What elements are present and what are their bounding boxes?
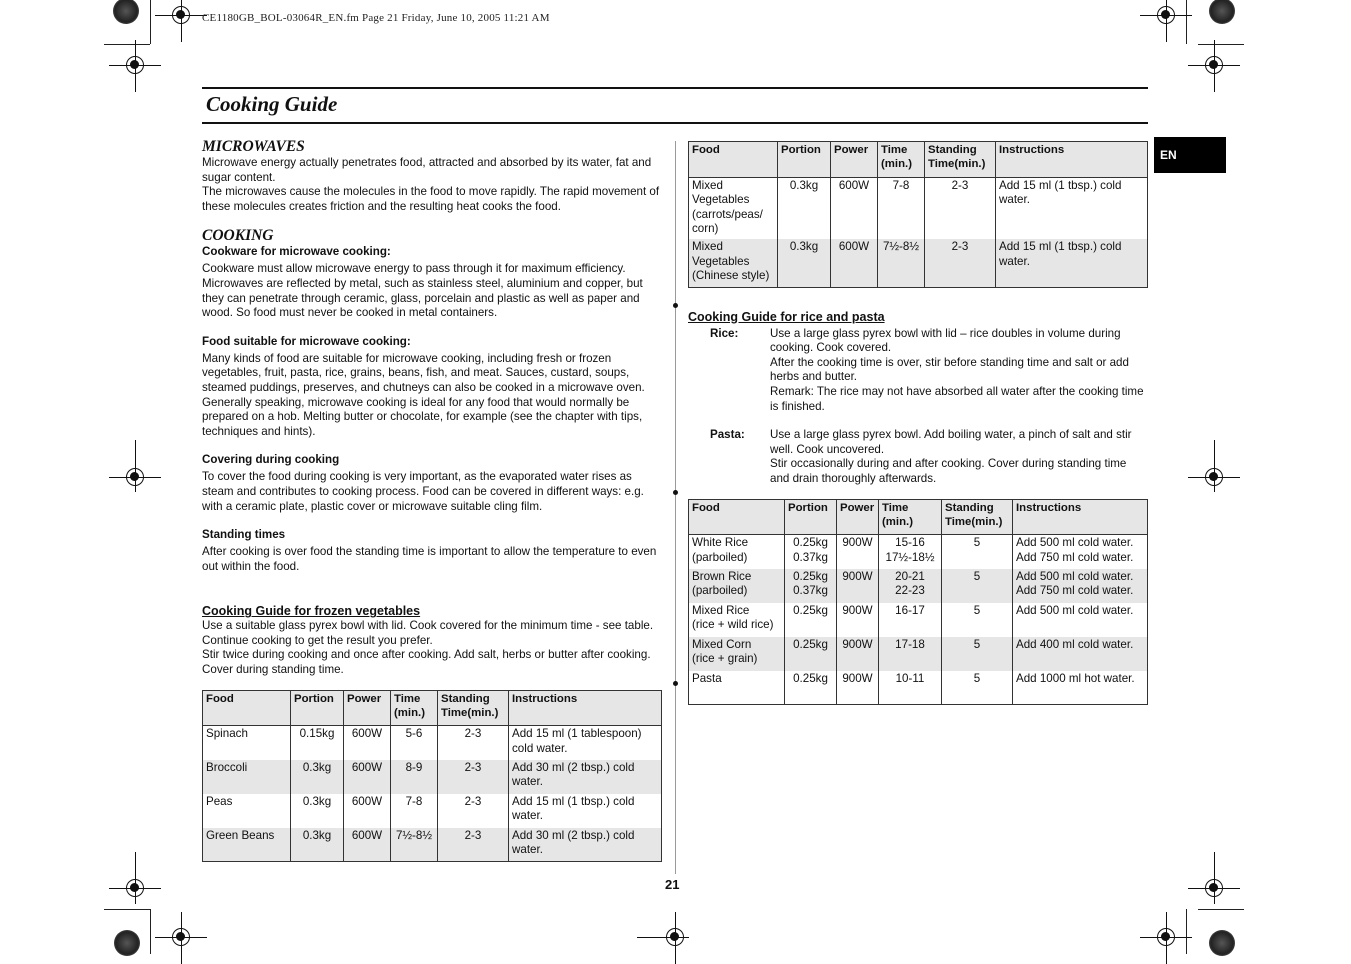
cell-time <box>879 569 942 603</box>
registration-target-icon <box>1205 879 1223 897</box>
cell-time <box>879 535 942 569</box>
cell-instructions-line: Add 500 ml cold water. <box>1016 569 1134 583</box>
rice-section <box>688 327 1148 415</box>
crop-mark <box>1198 909 1244 910</box>
cell-food: Spinach <box>203 726 291 760</box>
microwaves-paragraph-1: Microwave energy actually penetrates food, attracted and absorbed by its water, fat and sugar content. <box>202 156 652 184</box>
covering-heading: Covering during cooking <box>202 453 340 467</box>
cell-portion: 0.15kg <box>291 726 344 760</box>
cell-instructions: Add 1000 ml hot water. <box>1013 671 1148 705</box>
col-header-power: Power <box>837 499 879 535</box>
cell-food: Pasta <box>689 671 785 705</box>
crop-mark <box>1186 0 1187 44</box>
cell-portion: 0.3kg <box>778 239 831 287</box>
cell-instructions-line: Add 750 ml cold water. <box>1016 584 1134 598</box>
cell-portion-line: 0.25kg <box>793 536 828 550</box>
cell-food: Green Beans <box>203 828 291 862</box>
cell-power: 900W <box>837 535 879 569</box>
cookware-heading: Cookware for microwave cooking: <box>202 245 391 259</box>
col-header-portion: Portion <box>291 690 344 726</box>
cell-standing: 2-3 <box>438 794 509 828</box>
registration-target-icon <box>666 928 684 946</box>
cell-instructions: Add 30 ml (2 tbsp.) cold water. <box>509 828 662 862</box>
cell-portion <box>785 569 837 603</box>
cell-instructions <box>1013 535 1148 569</box>
crop-mark <box>150 0 151 44</box>
table-row <box>203 828 662 862</box>
col-header-instructions: Instructions <box>1013 499 1148 535</box>
col-header-food: Food <box>689 499 785 535</box>
frozen-vegetables-heading: Cooking Guide for frozen vegetables <box>202 604 421 619</box>
cell-power: 600W <box>344 760 391 794</box>
printer-color-mark-icon <box>1209 930 1235 956</box>
suitable-heading: Food suitable for microwave cooking: <box>202 334 411 348</box>
table-row <box>203 726 662 760</box>
rice-paragraph-1: Use a large glass pyrex bowl with lid – rice doubles in volume during cooking. Cook covered. <box>770 326 1121 355</box>
cell-standing: 2-3 <box>925 239 996 287</box>
registration-target-icon <box>172 6 190 24</box>
cell-instructions: Add 15 ml (1 tbsp.) cold water. <box>996 177 1148 239</box>
table-row <box>203 760 662 794</box>
cell-portion-line: 0.25kg <box>793 569 828 583</box>
cell-portion: 0.25kg <box>785 603 837 637</box>
registration-target-icon <box>1157 6 1175 24</box>
cell-food-line: Mixed Rice <box>692 603 750 617</box>
cell-time: 16-17 <box>879 603 942 637</box>
crop-mark <box>104 909 150 910</box>
rice-pasta-heading: Cooking Guide for rice and pasta <box>688 309 885 324</box>
col-header-standing: Standing Time(min.) <box>925 142 996 178</box>
cell-instructions: Add 30 ml (2 tbsp.) cold water. <box>509 760 662 794</box>
frozen-paragraph-1: Use a suitable glass pyrex bowl with lid. Cook covered for the minimum time - see table. Continue cooking to get the result you prefer. <box>202 619 654 647</box>
cell-power: 900W <box>837 569 879 603</box>
col-header-portion: Portion <box>785 499 837 535</box>
cell-instructions: Add 500 ml cold water. <box>1013 603 1148 637</box>
col-header-power: Power <box>831 142 878 178</box>
cell-power: 600W <box>831 239 878 287</box>
language-tab: EN <box>1154 137 1226 173</box>
cell-power: 900W <box>837 637 879 671</box>
cell-portion: 0.3kg <box>291 794 344 828</box>
cell-food: Mixed Vegetables (carrots/peas/ corn) <box>689 177 778 239</box>
cell-time-line: 15-16 <box>895 536 925 550</box>
col-header-food: Food <box>689 142 778 178</box>
cell-standing: 5 <box>942 603 1013 637</box>
title-bar <box>202 87 1148 124</box>
cell-time-line: 22-23 <box>895 584 925 598</box>
col-header-time: Time (min.) <box>879 499 942 535</box>
table-row <box>689 603 1148 637</box>
cell-instructions: Add 400 ml cold water. <box>1013 637 1148 671</box>
cell-portion-line: 0.37kg <box>793 550 828 564</box>
cell-food-line: Mixed Corn <box>692 637 752 651</box>
crop-mark <box>1186 909 1187 954</box>
frozen-paragraph-2: Stir twice during cooking and once after cooking. Add salt, herbs or butter after cooking. Cover during standing time. <box>202 648 651 677</box>
rice-pasta-table <box>688 499 1148 706</box>
cell-time: 5-6 <box>391 726 438 760</box>
col-header-instructions: Instructions <box>996 142 1148 178</box>
table-row <box>689 671 1148 705</box>
col-header-power: Power <box>344 690 391 726</box>
cell-standing: 2-3 <box>438 760 509 794</box>
col-header-standing: Standing Time(min.) <box>942 499 1013 535</box>
cell-instructions-line: Add 750 ml cold water. <box>1016 550 1134 564</box>
printer-color-mark-icon <box>1209 0 1235 24</box>
registration-target-icon <box>1157 928 1175 946</box>
registration-target-icon <box>126 468 144 486</box>
cell-standing: 5 <box>942 671 1013 705</box>
rice-label: Rice: <box>710 326 739 340</box>
cell-portion: 0.3kg <box>291 760 344 794</box>
page-number: 21 <box>665 877 680 892</box>
table-row <box>689 569 1148 603</box>
cell-standing: 5 <box>942 569 1013 603</box>
cell-standing: 2-3 <box>438 726 509 760</box>
cell-food <box>689 637 785 671</box>
crop-mark <box>1198 44 1244 45</box>
cell-portion: 0.3kg <box>778 177 831 239</box>
column-divider <box>675 141 676 874</box>
cell-food-line: (parboiled) <box>692 550 748 564</box>
cell-portion <box>785 535 837 569</box>
cell-time: 7½-8½ <box>878 239 925 287</box>
registration-target-icon <box>172 928 190 946</box>
cell-food-line: (rice + grain) <box>692 652 758 666</box>
cell-power: 600W <box>344 726 391 760</box>
bullet-dot <box>673 303 678 308</box>
cell-portion: 0.25kg <box>785 671 837 705</box>
cell-food-line: (rice + wild rice) <box>692 618 774 632</box>
cell-food-line: White Rice <box>692 536 749 550</box>
printer-color-mark-icon <box>113 0 139 24</box>
pasta-paragraph-2: Stir occasionally during and after cooking. Cover during standing time and drain thoroughly afterwards. <box>770 457 1127 485</box>
cell-standing: 2-3 <box>925 177 996 239</box>
mixed-vegetables-table <box>688 141 1148 288</box>
registration-target-icon <box>126 879 144 897</box>
registration-target-icon <box>1205 468 1223 486</box>
printer-color-mark-icon <box>114 930 140 956</box>
cell-food <box>689 569 785 603</box>
cell-food-line: (parboiled) <box>692 584 748 598</box>
left-column <box>202 138 662 862</box>
cell-instructions: Add 15 ml (1 tbsp.) cold water. <box>996 239 1148 287</box>
standing-text: After cooking is over food the standing time is important to allow the temperature to even out within the food. <box>202 545 657 573</box>
suitable-text: Many kinds of food are suitable for microwave cooking, including fresh or frozen vegetables, fruit, pasta, rice, grains, beans, fish, and meat. Sauces, custard, soups, steamed puddings, preserves, and chutneys can also be cooked in a microwave oven. Generally speaking, microwave cooking is ideal for any food that would normally be prepared on a hob. Melting butter or chocolate, for example (see the chapter with tips, techniques and hints). <box>202 351 645 438</box>
covering-text: To cover the food during cooking is very important, as the evaporated water rises as steam and contributes to cooking process. Food can be covered in different ways: e.g. with a ceramic plate, plastic cover or microwave suitable cling film. <box>202 470 644 513</box>
cell-power: 600W <box>344 794 391 828</box>
cell-power: 600W <box>344 828 391 862</box>
cell-time-line: 20-21 <box>895 569 925 583</box>
table-row <box>689 239 1148 287</box>
cell-portion: 0.3kg <box>291 828 344 862</box>
bullet-dot <box>673 490 678 495</box>
crop-mark <box>104 44 150 45</box>
cell-power: 900W <box>837 671 879 705</box>
cell-standing: 2-3 <box>438 828 509 862</box>
cell-standing: 5 <box>942 637 1013 671</box>
cell-portion-line: 0.37kg <box>793 584 828 598</box>
bullet-dot <box>673 681 678 686</box>
cell-food <box>689 535 785 569</box>
cell-power: 900W <box>837 603 879 637</box>
cell-instructions <box>1013 569 1148 603</box>
cell-food: Mixed Vegetables (Chinese style) <box>689 239 778 287</box>
rice-paragraph-3: Remark: The rice may not have absorbed all water after the cooking time is finished. <box>770 385 1144 413</box>
cell-time-line: 17½-18½ <box>885 550 935 564</box>
cell-time: 7-8 <box>391 794 438 828</box>
cell-instructions-line: Add 500 ml cold water. <box>1016 536 1134 550</box>
cell-standing: 5 <box>942 535 1013 569</box>
cookware-text: Cookware must allow microwave energy to pass through it for maximum efficiency. Microwaves are reflected by metal, such as stainless steel, aluminium and copper, but they can penetrate through ceramic, glass, porcelain and plastic as well as paper and wood. So food must never be cooked in metal containers. <box>202 262 643 320</box>
col-header-standing: Standing Time(min.) <box>438 690 509 726</box>
col-header-food: Food <box>203 690 291 726</box>
right-column <box>688 141 1148 705</box>
cooking-heading: COOKING <box>202 227 274 245</box>
cell-instructions: Add 15 ml (1 tablespoon) cold water. <box>509 726 662 760</box>
pasta-section <box>688 428 1148 486</box>
page-title: Cooking Guide <box>206 92 338 116</box>
pasta-text <box>770 428 1148 486</box>
cell-food <box>689 603 785 637</box>
microwaves-heading: MICROWAVES <box>202 138 305 155</box>
file-info-line: CE1180GB_BOL-03064R_EN.fm Page 21 Friday, June 10, 2005 11:21 AM <box>202 12 550 24</box>
cell-instructions: Add 15 ml (1 tbsp.) cold water. <box>509 794 662 828</box>
cell-food-line: Brown Rice <box>692 569 752 583</box>
microwaves-paragraph-2: The microwaves cause the molecules in the food to move rapidly. The rapid movement of these molecules creates friction and the resulting heat cooks the food. <box>202 185 660 213</box>
rice-paragraph-2: After the cooking time is over, stir before standing time and salt or add herbs and butter. <box>770 355 1129 384</box>
cell-food: Broccoli <box>203 760 291 794</box>
pasta-label: Pasta: <box>710 428 745 442</box>
registration-target-icon <box>1205 56 1223 74</box>
col-header-time: Time (min.) <box>878 142 925 178</box>
cell-time: 17-18 <box>879 637 942 671</box>
cell-time: 8-9 <box>391 760 438 794</box>
col-header-time: Time (min.) <box>391 690 438 726</box>
crop-mark <box>150 909 151 954</box>
cell-portion: 0.25kg <box>785 637 837 671</box>
table-row <box>689 535 1148 569</box>
table-row <box>203 794 662 828</box>
registration-target-icon <box>126 56 144 74</box>
rice-text <box>770 327 1148 415</box>
col-header-instructions: Instructions <box>509 690 662 726</box>
col-header-portion: Portion <box>778 142 831 178</box>
cell-time: 10-11 <box>879 671 942 705</box>
table-row <box>689 637 1148 671</box>
cell-time: 7½-8½ <box>391 828 438 862</box>
standing-heading: Standing times <box>202 528 286 542</box>
cell-time: 7-8 <box>878 177 925 239</box>
pasta-paragraph-1: Use a large glass pyrex bowl. Add boiling water, a pinch of salt and stir well. Cook uncovered. <box>770 428 1132 456</box>
table-row <box>689 177 1148 239</box>
cell-power: 600W <box>831 177 878 239</box>
frozen-vegetables-table <box>202 690 662 863</box>
cell-food: Peas <box>203 794 291 828</box>
